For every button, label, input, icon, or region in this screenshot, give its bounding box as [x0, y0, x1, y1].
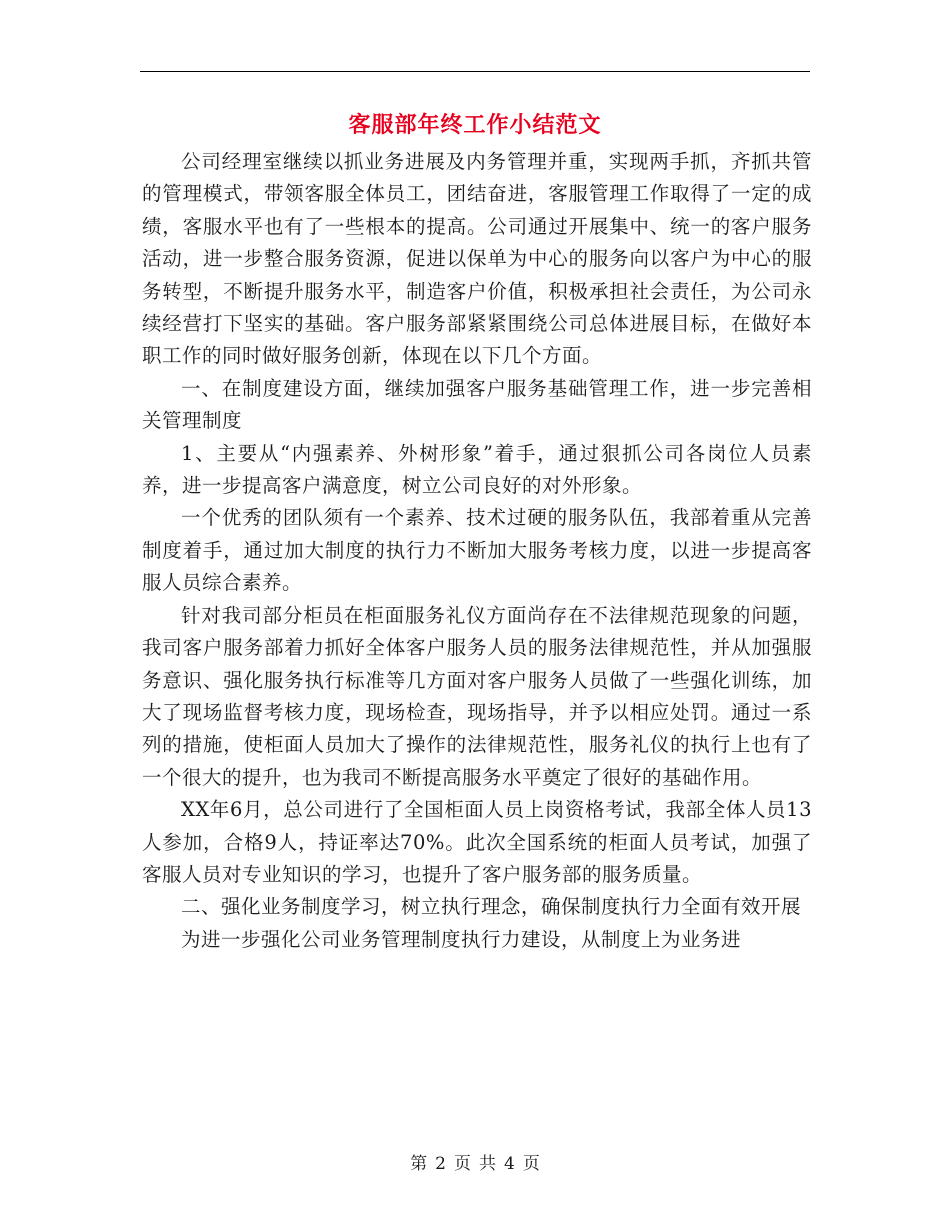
paragraph-item-1: 1、主要从“内强素养、外树形象”着手，通过狠抓公司各岗位人员素养，进一步提高客户满意度，树立公司良好的对外形象。	[142, 441, 812, 498]
footer-total-pages: 4	[504, 1154, 515, 1174]
footer-total-unit: 页	[522, 1154, 540, 1174]
paragraph-intro: 公司经理室继续以抓业务进展及内务管理并重，实现两手抓，齐抓共管的管理模式，带领客服全体员工，团结奋进，客服管理工作取得了一定的成绩，客服水平也有了一些根本的提高。公司通过开展集中、统一的客户服务活动，进一步整合服务资源，促进以保单为中心的服务向以客户为中心的服务转型，不断提升服务水平，制造客户价值，积极承担社会责任，为公司永续经营打下坚实的基础。客户服务部紧紧围绕公司总体进展目标，在做好本职工作的同时做好服务创新，体现在以下几个方面。	[142, 150, 812, 368]
paragraph-section-1-heading: 一、在制度建设方面，继续加强客户服务基础管理工作，进一步完善相关管理制度	[142, 376, 812, 433]
document-title: 客服部年终工作小结范文	[348, 112, 602, 138]
footer-page-label: 第	[410, 1154, 428, 1174]
footer-total-label: 共	[479, 1154, 496, 1174]
footer-page-unit: 页	[454, 1154, 471, 1174]
paragraph-section-2-heading: 二、强化业务制度学习，树立执行理念，确保制度执行力全面有效开展	[181, 895, 802, 919]
document-body	[142, 146, 812, 956]
paragraph-exam: XX年6月，总公司进行了全国柜面人员上岗资格考试，我部全体人员13人参加，合格9人，持证率达70%。此次全国系统的柜面人员考试，加强了客服人员对专业知识的学习，也提升了客户服务部的服务质量。	[142, 798, 812, 886]
paragraph-team: 一个优秀的团队须有一个素养、技术过硬的服务队伍，我部着重从完善制度着手，通过加大制度的执行力不断加大服务考核力度，以进一步提高客服人员综合素养。	[142, 506, 812, 595]
footer-current-page: 2	[435, 1154, 446, 1174]
header-rule	[140, 71, 810, 72]
paragraph-continued: 为进一步强化公司业务管理制度执行力建设，从制度上为业务进	[181, 927, 742, 951]
paragraph-etiquette: 针对我司部分柜员在柜面服务礼仪方面尚存在不法律规范现象的问题，我司客户服务部着力抓好全体客户服务人员的服务法律规范性，并从加强服务意识、强化服务执行标准等几方面对客户服务人员做了一些强化训练，加大了现场监督考核力度，现场检查，现场指导，并予以相应处罚。通过一系列的措施，使柜面人员加大了操作的法律规范性，服务礼仪的执行上也有了一个很大的提升，也为我司不断提高服务水平奠定了很好的基础作用。	[142, 603, 812, 789]
page-footer	[0, 1152, 950, 1176]
